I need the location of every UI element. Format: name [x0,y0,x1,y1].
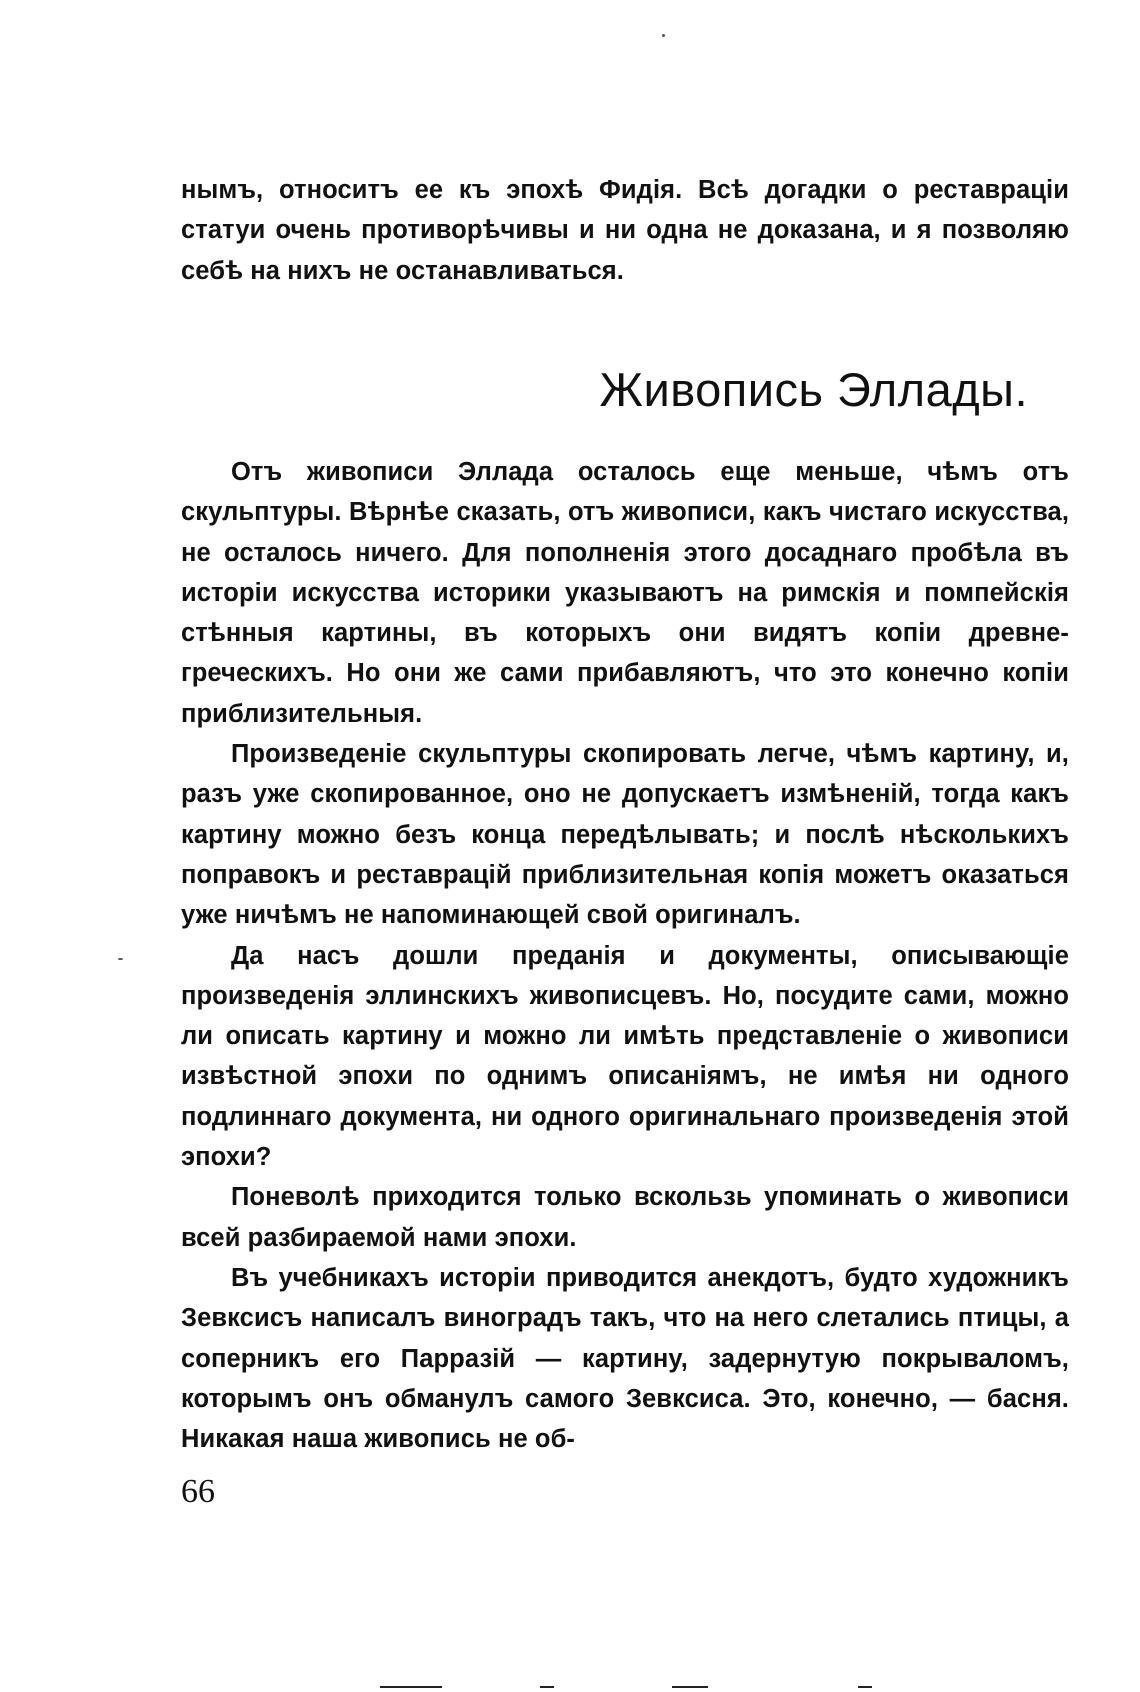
scan-edge-mark [380,1686,442,1688]
body-paragraph: Поневолѣ приходится только вскользь упоминать о живописи всей разбираемой нами эпохи. [181,1183,1069,1252]
section-heading: Живопись Эллады. [599,363,1028,416]
scan-edge-mark [672,1686,708,1688]
body-paragraph: Да насъ дошли преданія и документы, описывающіе произведенія эллинскихъ живописцевъ. Но, посудите сами, можно ли описать картину и можно ли имѣть представленіе о живописи извѣстной эпохи по однимъ описаніямъ, не имѣя ни одного подлиннаго документа, ни одного оригинальнаго произведенія этой эпохи? [181,941,1069,1172]
scan-speck [118,958,123,960]
section-body [181,452,1069,1459]
continued-paragraph: нымъ, относитъ ее къ эпохѣ Фидія. Всѣ догадки о реставраціи статуи очень противорѣчивы и ни одна не доказана, и я позволяю себѣ на нихъ не останавливаться. [181,176,1069,285]
scan-speck [662,34,665,37]
page-number: 66 [181,1473,215,1510]
top-paragraph-block [181,170,1069,291]
body-paragraph: Произведеніе скульптуры скопировать легче, чѣмъ картину, и, разъ уже скопированное, оно не допускаетъ измѣненій, тогда какъ картину можно безъ конца передѣлывать; и послѣ нѣсколькихъ поправокъ и реставрацій приблизительная копія можетъ оказаться уже ничѣмъ не напоминающей свой оригиналъ. [181,740,1069,930]
body-paragraph: Въ учебникахъ исторіи приводится анекдотъ, будто художникъ Зевксисъ написалъ виноградъ такъ, что на него слетались птицы, а соперникъ его Парразій — картину, задернутую покрываломъ, которымъ онъ обманулъ самого Зевксиса. Это, конечно, — басня. Никакая наша живопись не об- [181,1263,1069,1454]
scan-edge-mark [858,1686,872,1688]
scan-edge-mark [540,1686,554,1688]
body-paragraph: Отъ живописи Эллада осталось еще меньше, чѣмъ отъ скульптуры. Вѣрнѣе сказать, отъ живописи, какъ чистаго искусства, не осталось ничего. Для пополненія этого досаднаго пробѣла въ исторіи искусства историки указываютъ на римскія и помпейскія стѣнныя картины, въ которыхъ они видятъ копіи древне-греческихъ. Но они же сами прибавляютъ, что это конечно копіи приблизительныя. [181,458,1069,728]
